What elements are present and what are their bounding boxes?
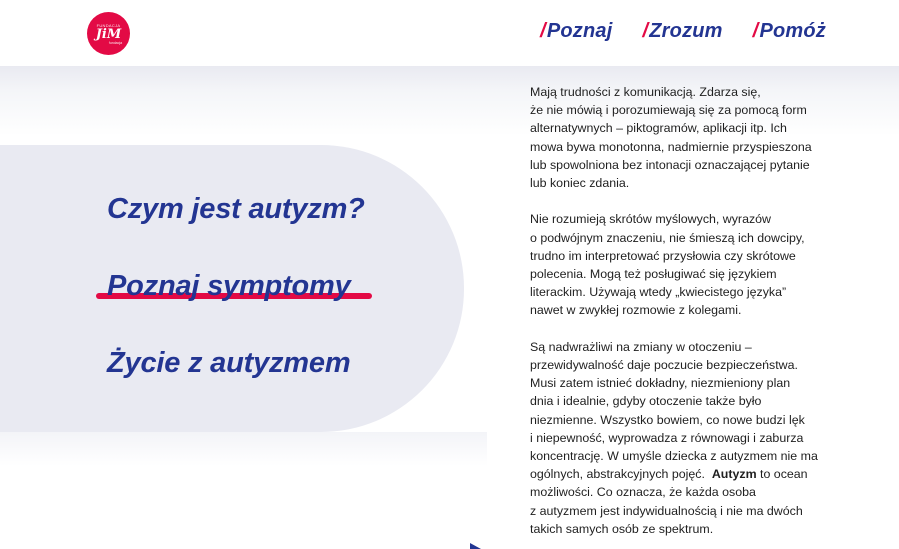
main-nav: [540, 20, 826, 43]
nav-slash: /: [752, 20, 759, 42]
left-panel-fade: [0, 432, 487, 466]
text-line: Nie rozumieją skrótów myślowych, wyrazów: [530, 212, 771, 227]
paragraph-language: [530, 210, 840, 319]
text-line: Są nadwrażliwi na zmiany w otoczeniu –: [530, 339, 752, 354]
nav-slash: /: [540, 20, 546, 42]
paragraph-changes: [530, 338, 840, 538]
nav-label: Poznaj: [546, 20, 613, 42]
scroll-arrow-icon[interactable]: [470, 543, 481, 549]
text-line: o podwójnym znaczeniu, nie śmieszą ich dowcipy,: [530, 230, 805, 245]
text-fragment: ogólnych, abstrakcyjnych pojęć.: [530, 467, 705, 482]
bold-term-autyzm: Autyzm: [711, 467, 757, 482]
text-line: możliwości. Co oznacza, że każda osoba: [530, 485, 756, 500]
text-line: z autyzmem jest indywidualnością i nie ma dwóch: [530, 503, 803, 518]
menu-item-czym-jest-autyzm[interactable]: Czym jest autyzm?: [107, 193, 365, 225]
text-line: dnia i idealnie, gdyby otoczenie także było: [530, 394, 762, 409]
nav-slash: /: [642, 20, 649, 42]
text-line: polecenia. Mogą też posługiwać się językiem: [530, 267, 777, 282]
text-line: takich samych osób ze spektrum.: [530, 521, 714, 536]
text-line: mowa bywa monotonna, nadmiernie przyspieszona: [530, 139, 812, 154]
text-line: Musi zatem istnieć dokładny, niezmieniony plan: [530, 376, 791, 391]
article-content: [530, 83, 840, 549]
nav-item-pomoz[interactable]: [753, 20, 826, 43]
text-line: że nie mówią i porozumiewają się za pomocą form: [530, 103, 807, 118]
menu-item-zycie-z-autyzmem[interactable]: Życie z autyzmem: [107, 347, 351, 379]
text-line: lub koniec zdania.: [530, 176, 630, 191]
logo-main-text: JiM: [95, 26, 122, 42]
text-line: Mają trudności z komunikacją. Zdarza się,: [530, 85, 761, 99]
text-line: przewidywalność daje poczucie bezpieczeństwa.: [530, 358, 798, 373]
text-line: literackim. Używają wtedy „kwiecistego języka”: [530, 285, 787, 300]
nav-item-poznaj[interactable]: [540, 20, 612, 43]
paragraph-communication: [530, 83, 840, 192]
text-line-with-bold: [530, 465, 840, 483]
logo[interactable]: [87, 12, 130, 55]
nav-label: Zrozum: [649, 20, 723, 42]
menu-item-poznaj-symptomy[interactable]: Poznaj symptomy: [107, 270, 351, 302]
logo-top-text: FUNDACJA: [96, 22, 121, 28]
text-line: nawet w zwykłej rozmowie z kolegami.: [530, 303, 742, 318]
text-fragment: to ocean: [756, 467, 808, 482]
nav-label: Pomóż: [759, 20, 826, 42]
text-line: trudno im interpretować przysłowia czy skrótowe: [530, 248, 796, 263]
text-line: alternatywnych – piktogramów, aplikacji itp. Ich: [530, 121, 787, 136]
text-line: i niepewność, wyprowadza z równowagi i zaburza: [530, 430, 804, 445]
logo-sub-text: fundacja: [108, 40, 123, 45]
text-line: koncentrację. W umyśle dziecka z autyzmem nie ma: [530, 449, 818, 464]
text-line: lub spowolniona bez intonacji oznaczającej pytanie: [530, 157, 810, 172]
text-line: niezmienne. Wszystko bowiem, co nowe budzi lęk: [530, 412, 805, 427]
nav-item-zrozum[interactable]: [642, 20, 722, 43]
site-header: [0, 0, 899, 66]
